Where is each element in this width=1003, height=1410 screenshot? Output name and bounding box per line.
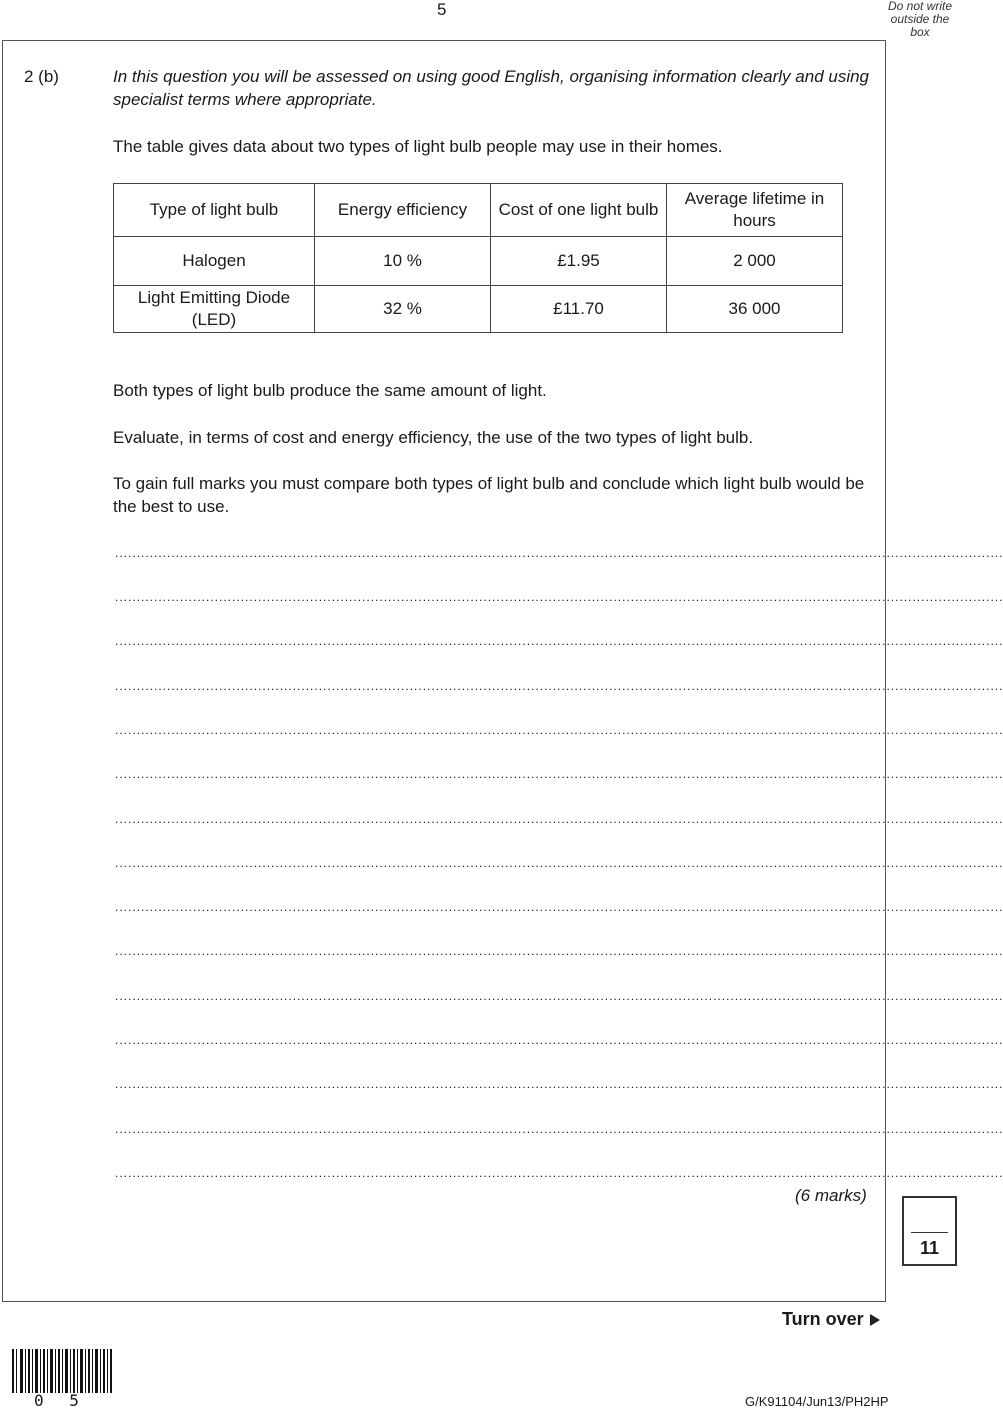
- header-cost: Cost of one light bulb: [491, 184, 667, 237]
- guidance: To gain full marks you must compare both types of light bulb and conclude which light bulb would be the best to use.: [113, 474, 865, 516]
- task: Evaluate, in terms of cost and energy efficiency, the use of the two types of light bulb.: [113, 428, 754, 447]
- question-number: 2 (b): [24, 67, 59, 86]
- cell-efficiency: 32 %: [315, 286, 491, 333]
- answer-line[interactable]: .............................................................................................................................................................................................................: [115, 634, 1003, 648]
- answer-line[interactable]: .............................................................................................................................................................................................................: [115, 900, 1003, 914]
- cell-type: Light Emitting Diode (LED): [114, 286, 315, 333]
- answer-line[interactable]: .............................................................................................................................................................................................................: [115, 590, 1003, 604]
- cell-lifetime: 36 000: [667, 286, 843, 333]
- answer-line[interactable]: .............................................................................................................................................................................................................: [115, 679, 1003, 693]
- cell-lifetime: 2 000: [667, 237, 843, 286]
- header-efficiency: Energy efficiency: [315, 184, 491, 237]
- answer-line[interactable]: .............................................................................................................................................................................................................: [115, 944, 1003, 958]
- margin-note: Do not write outside the box: [887, 0, 953, 39]
- marks-label: (6 marks): [795, 1186, 867, 1205]
- cell-cost: £11.70: [491, 286, 667, 333]
- barcode-digits: 0 5: [34, 1391, 87, 1410]
- statement: Both types of light bulb produce the same amount of light.: [113, 381, 547, 400]
- table-header-row: [114, 184, 843, 237]
- answer-line[interactable]: .............................................................................................................................................................................................................: [115, 723, 1003, 737]
- answer-line[interactable]: .............................................................................................................................................................................................................: [115, 989, 1003, 1003]
- turn-over: [782, 1309, 880, 1330]
- answer-line[interactable]: .............................................................................................................................................................................................................: [115, 1077, 1003, 1091]
- answer-line[interactable]: .............................................................................................................................................................................................................: [115, 856, 1003, 870]
- score-value: 11: [919, 1238, 940, 1258]
- answer-line[interactable]: .............................................................................................................................................................................................................: [115, 1033, 1003, 1047]
- cell-cost: £1.95: [491, 237, 667, 286]
- answer-line[interactable]: .............................................................................................................................................................................................................: [115, 767, 1003, 781]
- cell-efficiency: 10 %: [315, 237, 491, 286]
- answer-line[interactable]: .............................................................................................................................................................................................................: [115, 1122, 1003, 1136]
- table-row: [114, 237, 843, 286]
- cell-type: Halogen: [114, 237, 315, 286]
- answer-line[interactable]: .............................................................................................................................................................................................................: [115, 546, 1003, 560]
- header-type: Type of light bulb: [114, 184, 315, 237]
- arrow-right-icon: [870, 1314, 880, 1326]
- page-number: 5: [437, 0, 447, 19]
- answer-line[interactable]: .............................................................................................................................................................................................................: [115, 812, 1003, 826]
- answer-line[interactable]: .............................................................................................................................................................................................................: [115, 1166, 1003, 1180]
- score-box: [902, 1196, 957, 1266]
- question-instruction: In this question you will be assessed on using good English, organising information clearly and using specialist terms where appropriate.: [113, 67, 870, 109]
- header-lifetime: Average lifetime in hours: [667, 184, 843, 237]
- table-intro: The table gives data about two types of light bulb people may use in their homes.: [113, 137, 723, 156]
- table-row: [114, 286, 843, 333]
- light-bulb-table: [113, 183, 843, 333]
- score-divider: [911, 1232, 948, 1233]
- barcode-icon: [12, 1349, 112, 1393]
- turn-over-label: Turn over: [782, 1309, 864, 1329]
- reference-code: G/K91104/Jun13/PH2HP: [745, 1394, 889, 1409]
